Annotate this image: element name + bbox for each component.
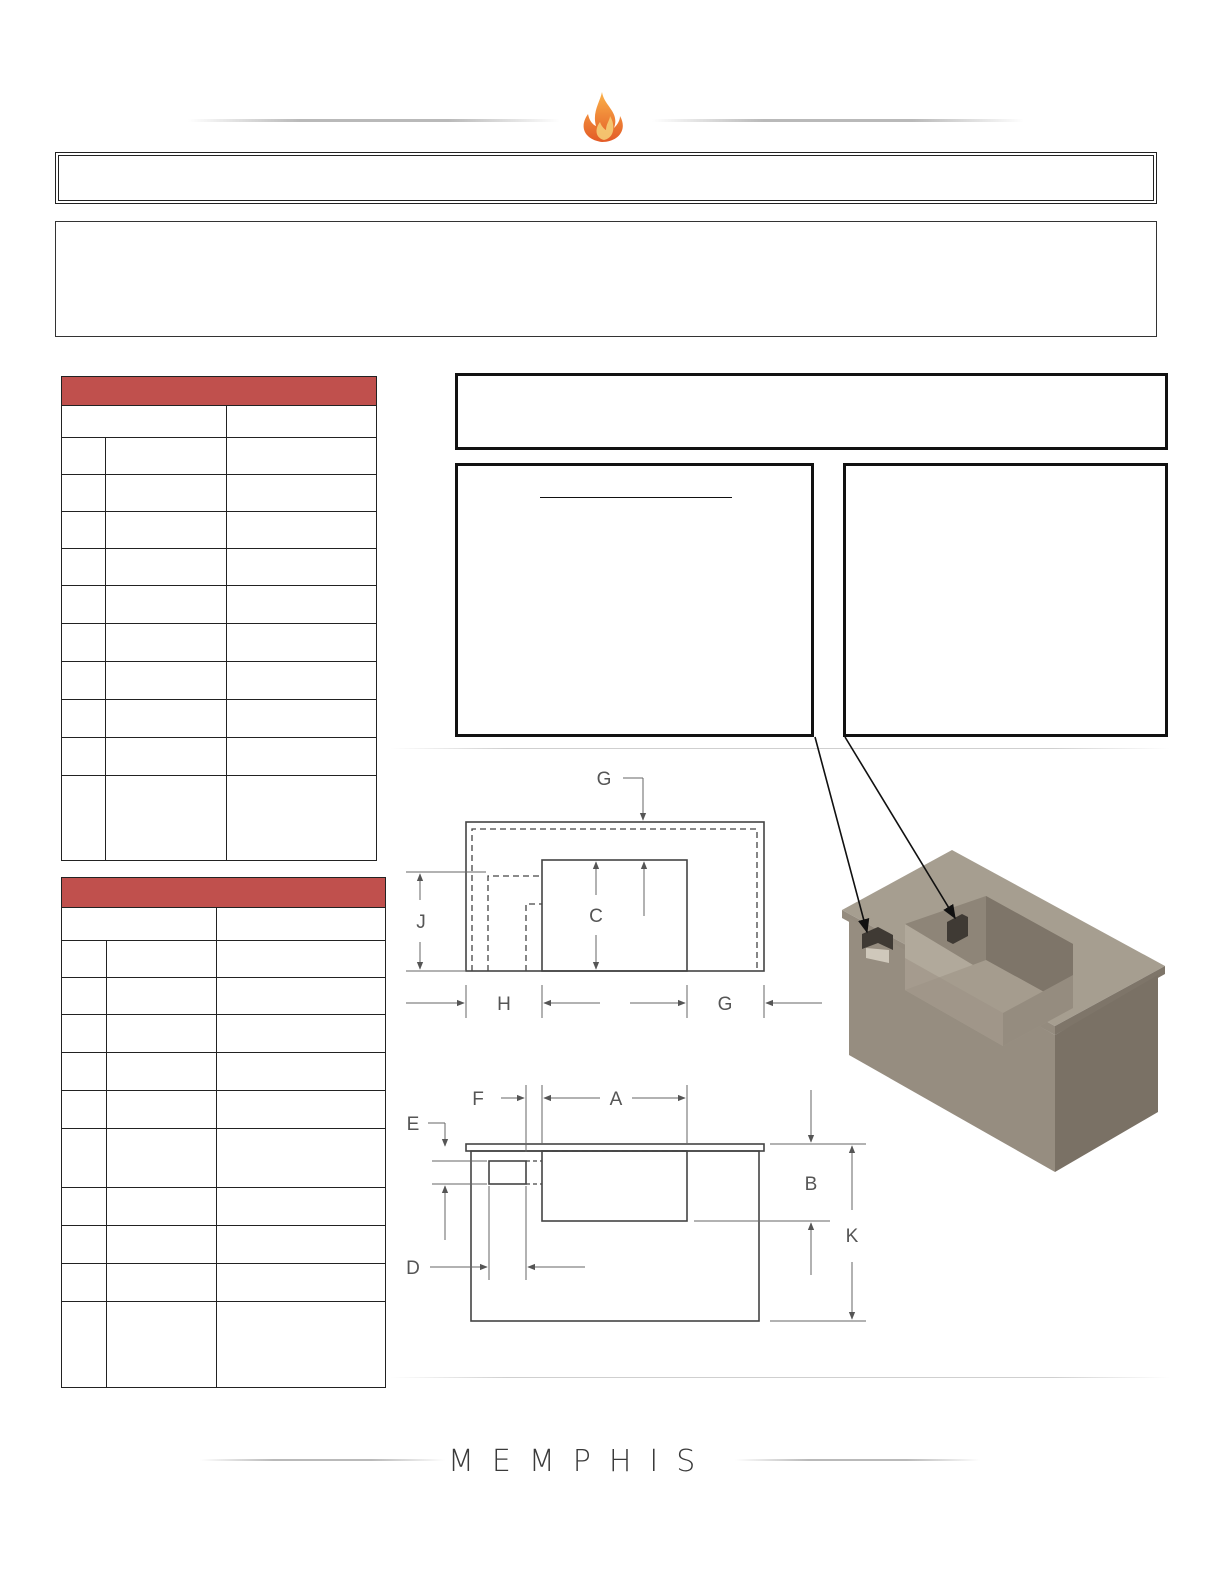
label-h: H [497, 994, 511, 1015]
label-c: C [589, 906, 603, 927]
label-f: F [472, 1089, 484, 1110]
label-g-top: G [596, 769, 612, 790]
plan-view [466, 822, 764, 971]
dimension-labels [406, 769, 859, 1279]
plan-view-dimensions [406, 778, 822, 1018]
label-d: D [406, 1258, 420, 1279]
label-g-side: G [717, 994, 733, 1015]
footer-rule-right [735, 1459, 980, 1461]
front-view-dimensions [428, 1085, 866, 1321]
label-b: B [804, 1174, 818, 1195]
front-view [466, 1144, 764, 1321]
brand-logo: MEMPHIS [448, 1444, 714, 1479]
label-k: K [845, 1226, 859, 1247]
label-e: E [406, 1114, 420, 1135]
isometric-render [842, 850, 1165, 1172]
label-a: A [609, 1089, 623, 1110]
footer-rule-left [200, 1459, 445, 1461]
label-j: J [416, 912, 426, 933]
